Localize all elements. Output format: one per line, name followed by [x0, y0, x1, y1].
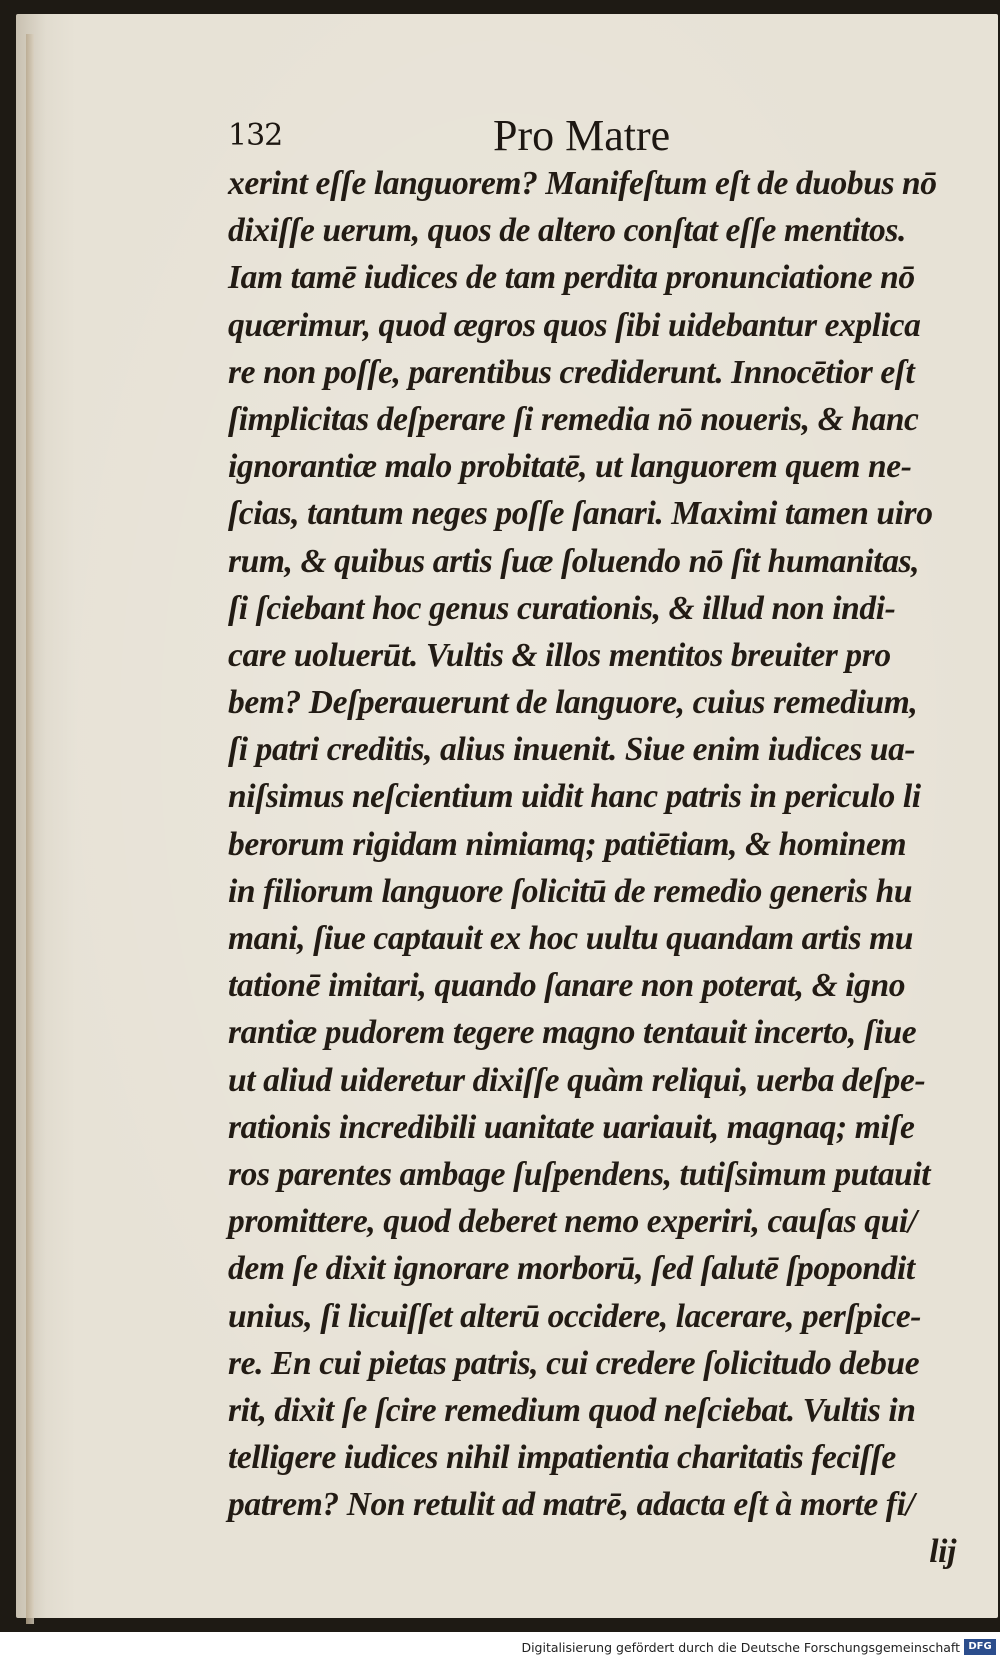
page-number: 132: [228, 118, 283, 153]
text-line: xerint eſſe languorem? Manifeſtum eſt de duobus nō: [228, 165, 937, 202]
text-line: ut aliud uideretur dixiſſe quàm reliqui, uerba deſpe-: [228, 1061, 926, 1099]
text-line: berorum rigidam nimiamq; patiētiam, & hominem: [228, 825, 907, 863]
text-line: tationē imitari, quando ſanare non poterat, & igno: [228, 967, 906, 1005]
text-line: rantiæ pudorem tegere magno tentauit incerto, ſiue: [228, 1014, 917, 1052]
text-line: care uoluerūt. Vultis & illos mentitos breuiter pro: [228, 636, 891, 674]
running-title: Pro Matre: [493, 111, 671, 160]
text-line: lij: [929, 1533, 956, 1571]
text-line: bem? Deſperauerunt de languore, cuius remedium,: [228, 684, 918, 722]
body-text: [228, 160, 988, 1576]
text-line: rationis incredibili uanitate uariauit, magnaq; miſe: [228, 1108, 915, 1146]
text-line: telligere iudices nihil impatientia charitatis feciſſe: [228, 1439, 896, 1477]
page-edge-shadow: [26, 34, 34, 1624]
text-line: dixiſſe uerum, quos de altero conſtat eſſe mentitos.: [228, 212, 906, 250]
text-line: unius, ſi licuiſſet alterū occidere, lacerare, perſpice-: [228, 1297, 922, 1335]
funding-credit: Digitalisierung gefördert durch die Deutsche Forschungsgemeinschaft: [521, 1640, 960, 1655]
text-line: rit, dixit ſe ſcire remedium quod neſciebat. Vultis in: [228, 1391, 916, 1429]
text-line: dem ſe dixit ignorare morborū, ſed ſalutē ſpopondit: [228, 1250, 915, 1288]
text-line: ros parentes ambage ſuſpendens, tutiſsimum putauit: [228, 1155, 931, 1193]
text-line: re non poſſe, parentibus crediderunt. Innocētior eſt: [228, 353, 915, 391]
text-line: ſi patri creditis, alius inuenit. Siue enim iudices ua-: [228, 731, 916, 769]
text-line: in filiorum languore ſolicitū de remedio generis hu: [228, 872, 913, 910]
text-line: ſi ſciebant hoc genus curationis, & illud non indi-: [228, 589, 896, 627]
text-line: rum, & quibus artis ſuæ ſoluendo nō ſit humanitas,: [228, 542, 920, 580]
text-line: patrem? Non retulit ad matrē, adacta eſt à morte fi/: [228, 1486, 915, 1524]
text-line: ſimplicitas deſperare ſi remedia nō noueris, & hanc: [228, 400, 919, 438]
text-line: quærimur, quod ægros quos ſibi uidebantur explica: [228, 306, 921, 344]
text-line: promittere, quod deberet nemo experiri, cauſas qui/: [228, 1203, 917, 1241]
footer-bar: [0, 1632, 1000, 1662]
text-line: mani, ſiue captauit ex hoc uultu quandam artis mu: [228, 920, 913, 957]
text-line: niſsimus neſcientium uidit hanc patris in periculo li: [228, 778, 921, 816]
text-line: ignorantiæ malo probitatē, ut languorem quem ne-: [228, 448, 912, 486]
text-line: ſcias, tantum neges poſſe ſanari. Maximi tamen uiro: [228, 495, 933, 533]
text-line: Iam tamē iudices de tam perdita pronunciatione nō: [228, 259, 915, 297]
dfg-logo: DFG: [964, 1639, 996, 1655]
running-head: [228, 110, 988, 160]
text-line: re. En cui pietas patris, cui credere ſolicitudo debue: [228, 1344, 920, 1382]
